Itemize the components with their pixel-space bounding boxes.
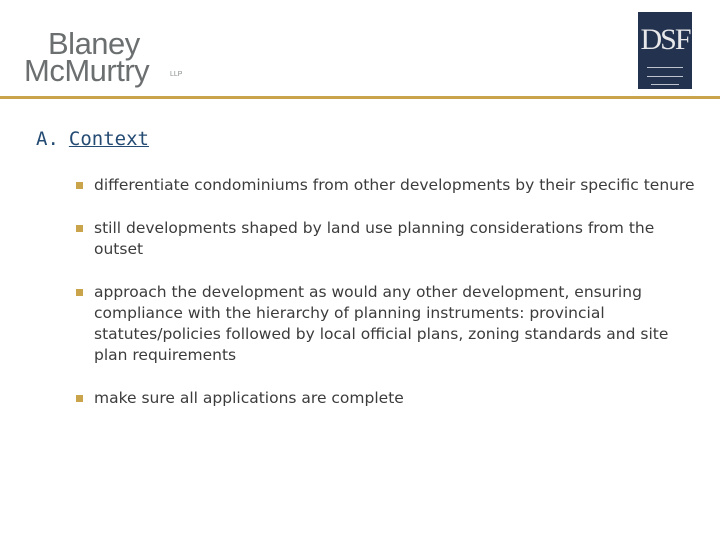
section-letter: A.	[36, 128, 59, 150]
logo-line-2: McMurtry	[24, 53, 150, 88]
list-item	[76, 388, 696, 409]
bullet-text: still developments shaped by land use planning considerations from the outset	[94, 219, 655, 258]
section-heading	[36, 128, 149, 150]
section-title: Context	[68, 128, 149, 150]
logo-rule	[651, 84, 679, 85]
list-item	[76, 175, 696, 196]
logo-rule	[647, 67, 683, 68]
dsf-logo	[638, 12, 692, 89]
bullet-text: approach the development as would any other development, ensuring compliance with the hierarchy of planning instruments: provincial statutes/policies followed by local official plans, zoning standards and site plan requirements	[94, 283, 669, 364]
dsf-monogram: DSF	[640, 23, 690, 56]
bullet-text: make sure all applications are complete	[94, 389, 404, 407]
logo-line-1: Blaney	[48, 26, 140, 61]
list-item	[76, 218, 696, 260]
list-item	[76, 282, 696, 366]
logo-suffix: LLP	[170, 71, 183, 78]
bullet-square-icon	[76, 225, 83, 232]
bullet-square-icon	[76, 182, 83, 189]
header-divider	[0, 96, 720, 99]
blaney-mcmurtry-logo	[24, 26, 194, 92]
bullet-text: differentiate condominiums from other developments by their specific tenure	[94, 176, 695, 194]
bullet-square-icon	[76, 289, 83, 296]
bullet-list	[76, 175, 696, 409]
bullet-square-icon	[76, 395, 83, 402]
logo-rule	[647, 76, 683, 77]
